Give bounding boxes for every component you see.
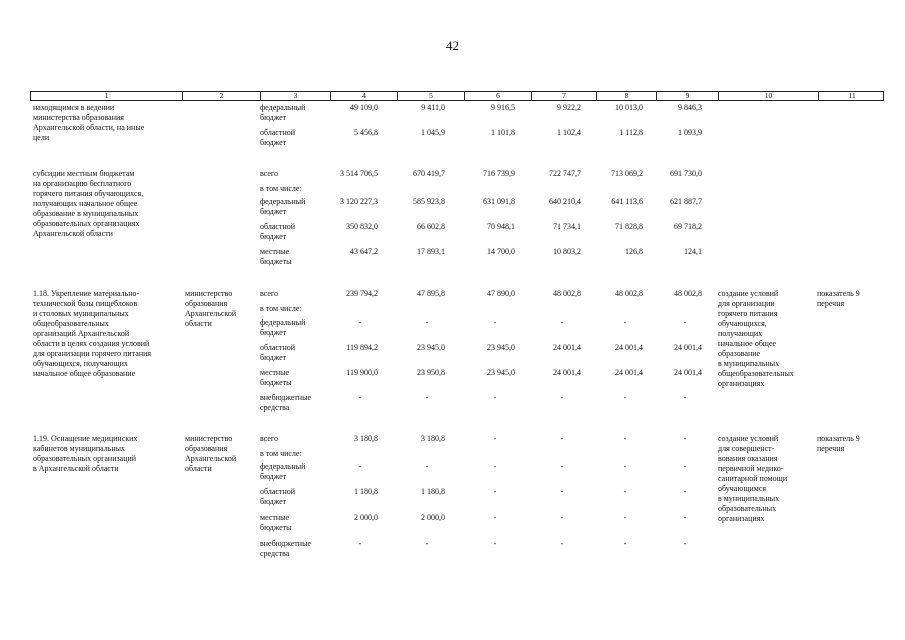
amount-cell: 69 718,2 [674, 222, 702, 231]
amount-cell: 9 846,3 [678, 103, 702, 112]
amount-cell: 71 828,8 [615, 222, 643, 231]
executor-text: министерство [185, 434, 233, 443]
funding-source-label: средства [260, 403, 290, 412]
executor-text: Архангельской [185, 309, 237, 318]
expected-result-text: создание условий [718, 289, 779, 298]
funding-source-label: федеральный [260, 197, 306, 206]
amount-cell: - [493, 539, 497, 548]
funding-source-label: местные [260, 513, 290, 522]
measure-description: образовательных организациях [33, 219, 140, 228]
measure-description: области в целях создания условий [33, 339, 150, 348]
expected-result-text: организациях [718, 514, 765, 523]
header-col-7: 7 [531, 91, 596, 101]
amount-cell: 48 002,8 [615, 289, 643, 298]
amount-cell: - [560, 462, 564, 471]
amount-cell: - [358, 539, 362, 548]
amount-cell: - [683, 487, 687, 496]
amount-cell: 24 001,4 [553, 343, 581, 352]
amount-cell: - [623, 462, 627, 471]
amount-cell: 1 180,8 [421, 487, 445, 496]
funding-source-label: в том числе: [260, 449, 302, 458]
measure-description: обучающихся, получающих [33, 359, 128, 368]
funding-source-label: областной [260, 487, 296, 496]
funding-source-label: федеральный [260, 103, 306, 112]
funding-source-label: бюджет [260, 232, 287, 241]
funding-source-label: всего [260, 169, 279, 178]
measure-description: находящимся в ведении [33, 103, 115, 112]
amount-cell: - [560, 487, 564, 496]
amount-cell: 1 045,9 [421, 128, 445, 137]
funding-source-label: внебюджетные [260, 539, 311, 548]
executor-text: области [185, 319, 212, 328]
amount-cell: - [623, 487, 627, 496]
amount-cell: 2 000,0 [354, 513, 378, 522]
amount-cell: 14 700,0 [487, 247, 515, 256]
measure-description: образовательных организаций [33, 454, 137, 463]
measure-description: субсидии местным бюджетам [33, 169, 135, 178]
amount-cell: - [623, 318, 627, 327]
funding-source-label: внебюджетные [260, 393, 311, 402]
amount-cell: - [683, 513, 687, 522]
funding-source-label: всего [260, 434, 279, 443]
amount-cell: 66 602,8 [417, 222, 445, 231]
measure-description: министерства образования [33, 113, 124, 122]
amount-cell: - [560, 539, 564, 548]
header-col-3: 3 [260, 91, 330, 101]
amount-cell: 23 945,0 [487, 368, 515, 377]
amount-cell: - [560, 434, 564, 443]
amount-cell: 23 945,0 [487, 343, 515, 352]
amount-cell: 5 456,8 [354, 128, 378, 137]
funding-source-label: бюджет [260, 472, 287, 481]
funding-source-label: бюджеты [260, 257, 292, 266]
amount-cell: 47 895,8 [417, 289, 445, 298]
amount-cell: - [493, 434, 497, 443]
funding-source-label: бюджет [260, 497, 287, 506]
measure-description: кабинетов муниципальных [33, 444, 126, 453]
expected-result-text: для совершенст- [718, 444, 775, 453]
funding-source-label: бюджеты [260, 378, 292, 387]
measure-description: образование в муниципальных [33, 209, 139, 218]
amount-cell: - [623, 539, 627, 548]
measure-description: получающих начальное общее [33, 199, 138, 208]
amount-cell: 631 091,8 [483, 197, 515, 206]
executor-text: образования [185, 444, 228, 453]
amount-cell: 43 647,2 [350, 247, 378, 256]
measure-description: общеобразовательных [33, 319, 109, 328]
header-col-1: 1 [104, 91, 109, 100]
amount-cell: - [683, 393, 687, 402]
amount-cell: - [560, 393, 564, 402]
amount-cell: 640 210,4 [549, 197, 581, 206]
expected-result-text: организациях [718, 379, 765, 388]
funding-source-label: всего [260, 289, 279, 298]
amount-cell: 24 001,4 [674, 343, 702, 352]
amount-cell: - [493, 318, 497, 327]
expected-result-text: обучающихся, [718, 319, 767, 328]
amount-cell: 2 000,0 [421, 513, 445, 522]
amount-cell: 124,1 [684, 247, 702, 256]
funding-source-label: местные [260, 247, 290, 256]
amount-cell: 49 109,0 [350, 103, 378, 112]
funding-source-label: бюджет [260, 353, 287, 362]
amount-cell: 1 112,8 [619, 128, 643, 137]
amount-cell: 71 734,1 [553, 222, 581, 231]
header-col-6: 6 [464, 91, 531, 101]
amount-cell: 9 916,5 [491, 103, 515, 112]
amount-cell: 3 180,8 [354, 434, 378, 443]
amount-cell: 47 890,0 [487, 289, 515, 298]
amount-cell: 126,8 [625, 247, 643, 256]
funding-source-label: средства [260, 549, 290, 558]
measure-description: Архангельской области [33, 229, 113, 238]
amount-cell: 9 922,2 [557, 103, 581, 112]
funding-source-label: бюджет [260, 328, 287, 337]
amount-cell: 239 794,2 [346, 289, 378, 298]
amount-cell: 10 013,0 [615, 103, 643, 112]
expected-result-text: начальное общее [718, 339, 777, 348]
amount-cell: 3 514 706,5 [340, 169, 378, 178]
amount-cell: 691 730,0 [670, 169, 702, 178]
funding-source-label: бюджет [260, 113, 287, 122]
expected-result-text: вования оказания [718, 454, 778, 463]
expected-result-text: горячего питания [718, 309, 778, 318]
amount-cell: 48 002,8 [553, 289, 581, 298]
amount-cell: 350 832,0 [346, 222, 378, 231]
measure-description: 1.19. Оснащение медицинских [33, 434, 138, 443]
amount-cell: 1 102,4 [557, 128, 581, 137]
header-col-10: 10 [718, 91, 818, 101]
indicator-text: показатель 9 [817, 289, 860, 298]
header-col-9: 9 [656, 91, 718, 101]
amount-cell: 1 101,8 [491, 128, 515, 137]
amount-cell: 716 739,9 [483, 169, 515, 178]
funding-source-label: областной [260, 128, 296, 137]
measure-description: организаций Архангельской [33, 329, 130, 338]
amount-cell: - [623, 393, 627, 402]
amount-cell: - [493, 462, 497, 471]
measure-description: горячего питания обучающихся, [33, 189, 144, 198]
amount-cell: 1 093,9 [678, 128, 702, 137]
amount-cell: - [493, 393, 497, 402]
funding-source-label: в том числе: [260, 184, 302, 193]
amount-cell: - [425, 393, 429, 402]
expected-result-text: в муниципальных [718, 359, 780, 368]
expected-result-text: образование [718, 349, 761, 358]
header-col-11: 11 [818, 91, 885, 101]
amount-cell: - [683, 434, 687, 443]
header-col-8: 8 [596, 91, 656, 101]
amount-cell: - [560, 513, 564, 522]
measure-description: для организации горячего питания [33, 349, 152, 358]
executor-text: министерство [185, 289, 233, 298]
measure-description: технической базы пищеблоков [33, 299, 138, 308]
amount-cell: 23 950,8 [417, 368, 445, 377]
amount-cell: - [623, 434, 627, 443]
executor-text: Архангельской [185, 454, 237, 463]
page-number: 42 [446, 38, 459, 53]
measure-description: цели [33, 133, 50, 142]
amount-cell: - [683, 539, 687, 548]
funding-source-label: бюджет [260, 207, 287, 216]
header-col-2: 2 [182, 91, 260, 101]
measure-description: на организацию бесплатного [33, 179, 132, 188]
expected-result-text: первичной медико- [718, 464, 784, 473]
amount-cell: 713 069,2 [611, 169, 643, 178]
measure-description: в Архангельской области [33, 464, 119, 473]
amount-cell: - [358, 318, 362, 327]
funding-source-label: областной [260, 343, 296, 352]
amount-cell: 24 001,4 [615, 343, 643, 352]
indicator-text: перечня [817, 299, 845, 308]
amount-cell: 24 001,4 [615, 368, 643, 377]
amount-cell: 24 001,4 [674, 368, 702, 377]
amount-cell: - [425, 462, 429, 471]
expected-result-text: создание условий [718, 434, 779, 443]
amount-cell: 621 887,7 [670, 197, 702, 206]
measure-description: Архангельской области, на иные [33, 123, 145, 132]
amount-cell: - [358, 393, 362, 402]
amount-cell: - [623, 513, 627, 522]
amount-cell: - [560, 318, 564, 327]
amount-cell: 119 900,0 [346, 368, 378, 377]
expected-result-text: санитарной помощи [718, 474, 788, 483]
expected-result-text: общеобразовательных [718, 369, 794, 378]
header-col-5: 5 [397, 91, 464, 101]
funding-source-label: бюджет [260, 138, 287, 147]
amount-cell: 585 923,8 [413, 197, 445, 206]
header-col-4: 4 [330, 91, 397, 101]
amount-cell: 1 180,8 [354, 487, 378, 496]
amount-cell: 119 894,2 [346, 343, 378, 352]
amount-cell: 3 120 227,3 [340, 197, 378, 206]
executor-text: области [185, 464, 212, 473]
expected-result-text: получающих [718, 329, 763, 338]
expected-result-text: обучающимся [718, 484, 767, 493]
funding-source-label: в том числе: [260, 304, 302, 313]
amount-cell: 17 893,1 [417, 247, 445, 256]
amount-cell: - [683, 462, 687, 471]
measure-description: начальное общее образование [33, 369, 136, 378]
amount-cell: - [425, 539, 429, 548]
amount-cell: - [493, 513, 497, 522]
expected-result-text: образовательных [718, 504, 777, 513]
amount-cell: 10 803,2 [553, 247, 581, 256]
amount-cell: 24 001,4 [553, 368, 581, 377]
funding-source-label: областной [260, 222, 296, 231]
amount-cell: - [683, 318, 687, 327]
amount-cell: 23 945,0 [417, 343, 445, 352]
measure-description: 1.18. Укрепление материально- [33, 289, 140, 298]
executor-text: образования [185, 299, 228, 308]
expected-result-text: в муниципальных [718, 494, 780, 503]
amount-cell: 3 180,8 [421, 434, 445, 443]
funding-source-label: местные [260, 368, 290, 377]
measure-description: и столовых муниципальных [33, 309, 129, 318]
amount-cell: 48 002,8 [674, 289, 702, 298]
amount-cell: - [493, 487, 497, 496]
amount-cell: 722 747,7 [549, 169, 581, 178]
funding-source-label: федеральный [260, 462, 306, 471]
expected-result-text: для организации [718, 299, 775, 308]
indicator-text: перечня [817, 444, 845, 453]
funding-source-label: бюджеты [260, 523, 292, 532]
table-header-row [30, 91, 884, 101]
funding-source-label: федеральный [260, 318, 306, 327]
amount-cell: 641 113,6 [611, 197, 643, 206]
amount-cell: - [425, 318, 429, 327]
amount-cell: 9 411,0 [421, 103, 445, 112]
indicator-text: показатель 9 [817, 434, 860, 443]
amount-cell: - [358, 462, 362, 471]
amount-cell: 70 948,1 [487, 222, 515, 231]
amount-cell: 670 419,7 [413, 169, 445, 178]
